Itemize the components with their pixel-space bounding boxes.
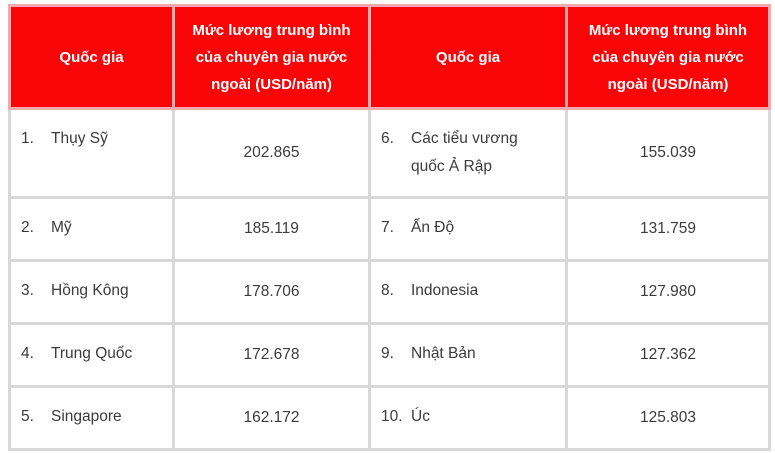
country-name: Úc [411,408,430,425]
country-cell [370,324,567,387]
header-country-left: Quốc gia [10,6,174,109]
salary-value: 127.980 [567,261,770,324]
salary-value: 202.865 [174,109,370,198]
salary-value: 162.172 [174,387,370,450]
country-cell [10,261,174,324]
header-salary-left: Mức lương trung bình của chuyên gia nước ngoài (USD/năm) [174,6,370,109]
header-salary-right: Mức lương trung bình của chuyên gia nước ngoài (USD/năm) [567,6,770,109]
table-row [10,261,770,324]
country-name: Nhật Bản [411,345,476,362]
rank-number: 10. [381,408,403,425]
rank-number: 2. [21,219,34,236]
table-row [10,109,770,198]
rank-number: 1. [21,130,34,147]
country-cell [10,324,174,387]
table-row [10,198,770,261]
country-cell [370,109,567,198]
country-cell [370,198,567,261]
country-name: Hồng Kông [51,282,129,299]
country-name: Ấn Độ [411,219,455,236]
country-name: Mỹ [51,219,72,236]
table-row [10,387,770,450]
salary-value: 131.759 [567,198,770,261]
country-name: Trung Quốc [51,345,133,362]
country-cell [10,198,174,261]
rank-number: 6. [381,130,394,147]
salary-value: 178.706 [174,261,370,324]
country-name: Thụy Sỹ [51,130,108,147]
country-cell [10,109,174,198]
country-name: Singapore [51,408,122,425]
salary-value: 155.039 [567,109,770,198]
country-cell [10,387,174,450]
country-cell [370,261,567,324]
rank-number: 7. [381,219,394,236]
foreign-expert-salary-table [8,4,771,451]
salary-value: 125.803 [567,387,770,450]
salary-value: 127.362 [567,324,770,387]
rank-number: 3. [21,282,34,299]
rank-number: 9. [381,345,394,362]
table-row [10,324,770,387]
rank-number: 4. [21,345,34,362]
rank-number: 5. [21,408,34,425]
salary-value: 172.678 [174,324,370,387]
salary-value: 185.119 [174,198,370,261]
country-name: Indonesia [411,282,479,299]
header-country-right: Quốc gia [370,6,567,109]
country-name: Các tiểu vương quốc Ả Rập [411,130,518,175]
rank-number: 8. [381,282,394,299]
country-cell [370,387,567,450]
header-row [10,6,770,109]
